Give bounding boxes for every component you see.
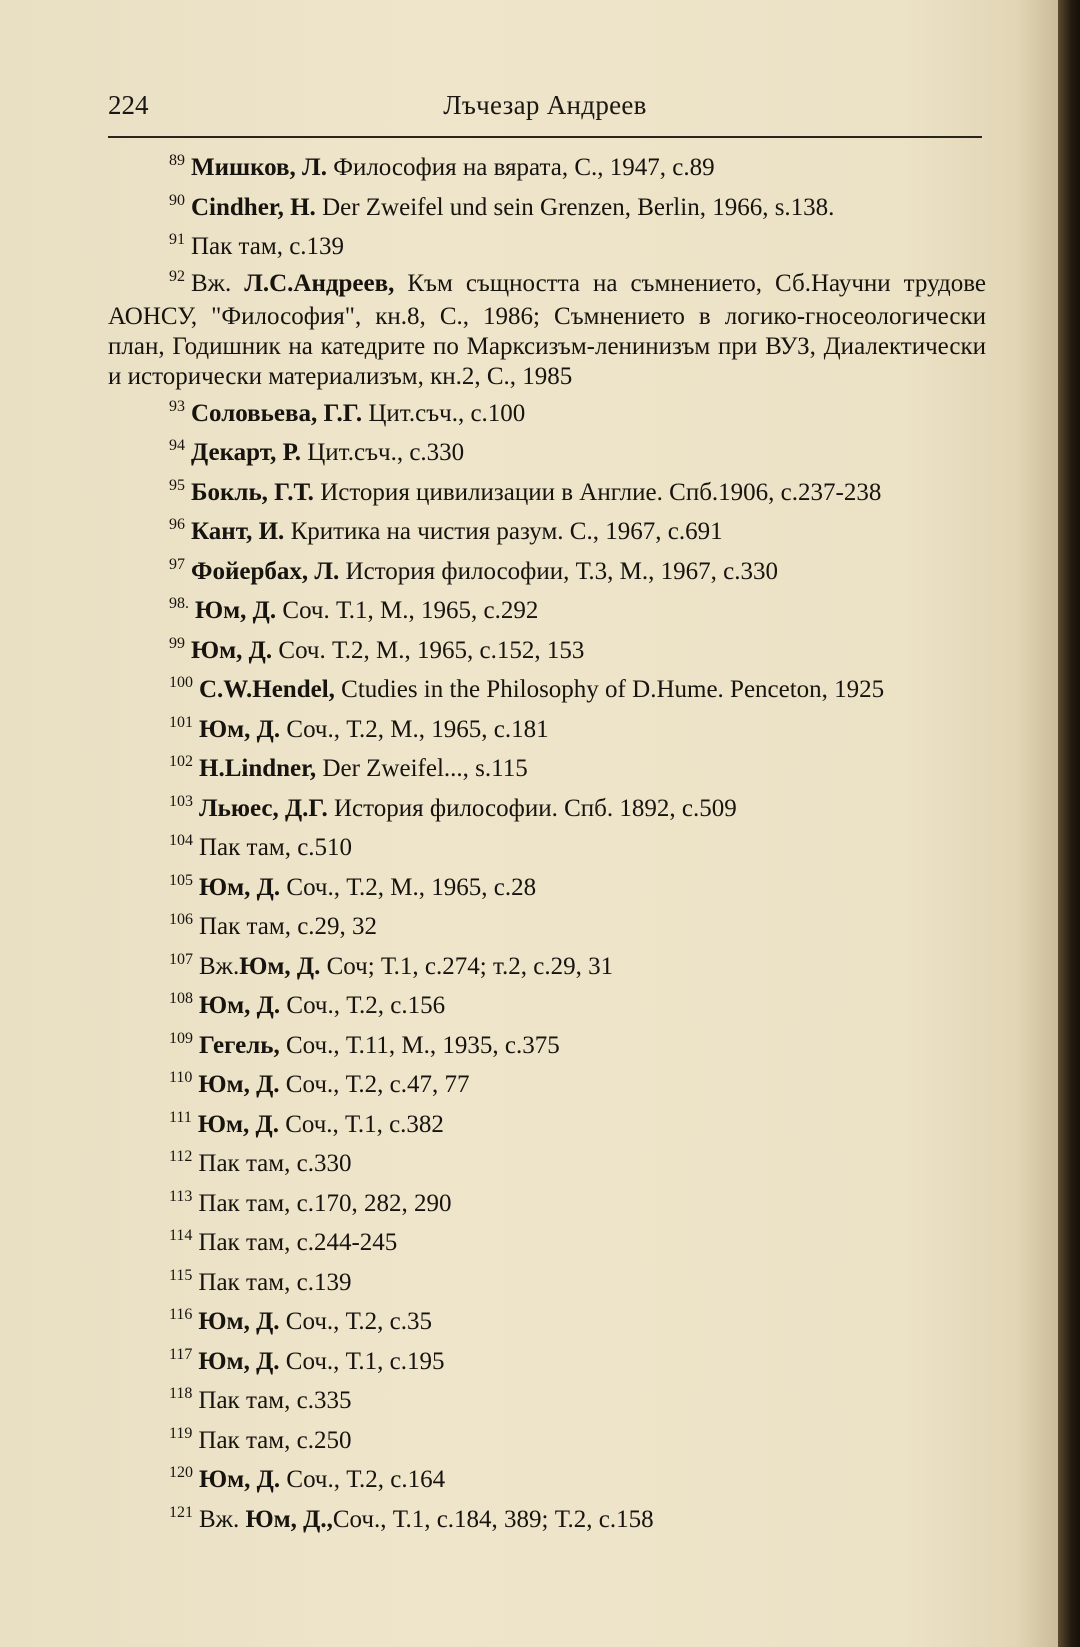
footnote-number: 116 — [169, 1306, 193, 1323]
footnote-item — [108, 475, 986, 515]
footnote-text: Пак там, с.335 — [198, 1387, 352, 1414]
footnote-number: 100 — [169, 674, 193, 691]
footnote-text: Der Zweifel und sein Grenzen, Berlin, 1966, s.138. — [315, 193, 835, 221]
footnote-number: 102 — [169, 753, 193, 770]
footnote-number: 106 — [169, 911, 193, 928]
footnote-number: 103 — [169, 792, 193, 810]
footnote-text: Цит.съч., с.100 — [362, 399, 526, 427]
footnote-author: Юм, Д., — [245, 1505, 333, 1533]
footnote-author: Юм, Д. — [197, 1110, 279, 1138]
footnote-author: Юм, Д. — [191, 636, 273, 664]
footnote-prefix: Вж. — [199, 952, 240, 980]
footnote-prefix: Вж. — [191, 269, 245, 297]
footnote-item — [108, 1067, 986, 1107]
footnote-author: Юм, Д. — [199, 1466, 281, 1493]
footnote-item — [108, 1146, 986, 1186]
footnote-text: Към същността на съмнението, Сб.Научни трудове АОНСУ, "Философия", кн.8, С., 1986; Съмнението в логико-гносеологически план, Годишник на катедрите по Марксизъм-ленинизъм при ВУЗ, Диалектически и исторически материализъм, кн.2, С., 1985 — [108, 269, 986, 390]
footnote-text: Соч., Т.1, с.195 — [279, 1347, 445, 1375]
footnote-number: 96 — [169, 516, 185, 533]
footnote-number: 93 — [169, 397, 185, 415]
footnote-author: Гегель, — [199, 1031, 280, 1059]
footnote-item — [108, 229, 986, 269]
footnote-text: Ctudies in the Philosophy of D.Hume. Penceton, 1925 — [334, 676, 885, 703]
footnote-text: История философии. Спб. 1892, с.509 — [327, 794, 737, 822]
footnote-author: Юм, Д. — [195, 597, 277, 624]
footnote-author: Фойербах, Л. — [191, 557, 340, 585]
footnote-number: 114 — [169, 1227, 193, 1244]
book-spine — [1058, 0, 1080, 1647]
footnote-text: Соч. Т.2, М., 1965, с.152, 153 — [272, 636, 585, 664]
footnote-item — [108, 830, 986, 870]
footnote-item — [108, 909, 986, 949]
footnote-item — [108, 949, 986, 989]
footnote-item — [108, 712, 986, 752]
footnote-item — [108, 396, 986, 436]
footnote-number: 119 — [169, 1424, 193, 1442]
footnote-item — [108, 1383, 986, 1423]
footnote-number: 104 — [169, 832, 193, 849]
footnote-prefix: Вж. — [199, 1505, 246, 1533]
footnote-author: Юм, Д. — [199, 715, 281, 743]
footnote-author: Соловьева, Г.Г. — [191, 399, 363, 427]
footnote-text: Соч., Т.2, с.35 — [279, 1308, 433, 1335]
footnote-item — [108, 150, 986, 190]
footnote-number: 97 — [169, 555, 185, 573]
footnote-number: 105 — [169, 871, 193, 889]
footnote-item — [108, 1462, 986, 1502]
footnote-number: 109 — [169, 1029, 193, 1047]
footnote-text: Пак там, с.29, 32 — [199, 913, 378, 940]
footnote-number: 94 — [169, 437, 185, 454]
footnote-number: 89 — [169, 152, 185, 169]
footnote-text: Пак там, с.330 — [198, 1150, 352, 1177]
footnote-text: Соч., Т.11, М., 1935, с.375 — [279, 1031, 560, 1059]
footnote-number: 111 — [169, 1108, 192, 1126]
footnote-number: 101 — [169, 713, 193, 731]
header-rule — [108, 136, 982, 138]
footnote-number: 113 — [169, 1187, 193, 1205]
footnote-item — [108, 1028, 986, 1068]
footnote-number: 121 — [169, 1503, 193, 1521]
footnote-author: Декарт, Р. — [191, 439, 301, 466]
footnote-item — [108, 751, 986, 791]
footnote-text: Цит.съч., с.330 — [301, 439, 465, 466]
footnote-author: Юм, Д. — [199, 992, 281, 1019]
footnote-text: Соч., Т.1, с.184, 389; Т.2, с.158 — [332, 1505, 654, 1533]
footnote-author: Мишков, Л. — [191, 154, 327, 181]
footnote-item — [108, 988, 986, 1028]
footnote-text: Der Zweifel..., s.115 — [316, 755, 528, 782]
footnote-text: Пак там, с.139 — [191, 233, 345, 260]
footnote-item — [108, 1186, 986, 1226]
footnote-item — [108, 1265, 986, 1305]
footnote-text: Пак там, с.170, 282, 290 — [198, 1189, 452, 1217]
footnote-author: Кант, И. — [191, 518, 285, 545]
footnote-text: Соч., Т.2, с.156 — [280, 992, 446, 1019]
footnote-text: История цивилизации в Англие. Спб.1906, с.237-238 — [313, 478, 882, 506]
footnote-number: 108 — [169, 990, 193, 1007]
footnote-author: C.W.Hendel, — [199, 676, 335, 703]
footnote-author: H.Lindner, — [199, 755, 317, 782]
footnote-text: История философии, Т.3, М., 1967, с.330 — [339, 557, 778, 585]
page-number: 224 — [108, 90, 149, 120]
footnote-number: 112 — [169, 1148, 193, 1165]
footnote-number: 98. — [169, 595, 189, 612]
footnote-item — [108, 1304, 986, 1344]
footnote-author: Cindher, H. — [191, 193, 316, 221]
footnote-number: 115 — [169, 1266, 193, 1284]
footnote-number: 117 — [169, 1345, 193, 1363]
footnote-item — [108, 1423, 986, 1463]
footnote-author: Л.С.Андреев, — [244, 269, 395, 297]
footnote-number: 92 — [169, 267, 185, 285]
footnote-author: Юм, Д. — [198, 1347, 280, 1375]
footnote-text: Философия на вярата, С., 1947, с.89 — [326, 154, 715, 181]
footnote-item — [108, 791, 986, 831]
footnote-author: Юм, Д. — [198, 1308, 280, 1335]
footnote-number: 91 — [169, 231, 185, 248]
footnote-item — [108, 190, 986, 230]
footnote-text: Соч., Т.2, М., 1965, с.28 — [280, 873, 537, 901]
footnote-text: Пак там, с.244-245 — [198, 1229, 398, 1256]
footnote-author: Юм, Д. — [198, 1071, 280, 1098]
footnote-item — [108, 514, 986, 554]
footnote-number: 95 — [169, 476, 185, 494]
footnote-text: Соч., Т.2, с.47, 77 — [279, 1071, 470, 1098]
footnote-item — [108, 672, 986, 712]
footnote-text: Пак там, с.510 — [199, 834, 353, 861]
footnote-item — [108, 269, 986, 392]
footnote-item — [108, 593, 986, 633]
footnote-item — [108, 1344, 986, 1384]
footnote-item — [108, 870, 986, 910]
footnote-text: Соч., Т.1, с.382 — [278, 1110, 444, 1138]
footnote-number: 90 — [169, 191, 185, 209]
footnote-number: 107 — [169, 950, 193, 968]
footnote-text: Пак там, с.250 — [198, 1426, 352, 1454]
footnote-number: 118 — [169, 1385, 193, 1402]
footnote-text: Соч., Т.2, М., 1965, с.181 — [280, 715, 549, 743]
footnotes-list — [108, 150, 986, 1541]
footnote-author: Льюес, Д.Г. — [199, 794, 328, 822]
footnote-text: Соч; Т.1, с.274; т.2, с.29, 31 — [320, 952, 614, 980]
running-head-author: Лъчезар Андреев — [443, 90, 647, 120]
footnote-text: Критика на чистия разум. С., 1967, с.691 — [284, 518, 723, 545]
footnote-number: 120 — [169, 1464, 193, 1481]
footnote-number: 110 — [169, 1069, 193, 1086]
footnote-item — [108, 1225, 986, 1265]
footnote-author: Юм, Д. — [239, 952, 321, 980]
footnote-item — [108, 435, 986, 475]
footnote-text: Соч., Т.2, с.164 — [280, 1466, 446, 1493]
footnote-item — [108, 1107, 986, 1147]
footnote-author: Бокль, Г.Т. — [191, 478, 314, 506]
footnote-item — [108, 633, 986, 673]
footnote-item — [108, 554, 986, 594]
footnote-text: Пак там, с.139 — [198, 1268, 352, 1296]
footnote-item — [108, 1502, 986, 1542]
footnote-text: Соч. Т.1, М., 1965, с.292 — [276, 597, 539, 624]
footnote-number: 99 — [169, 634, 185, 652]
footnote-author: Юм, Д. — [199, 873, 281, 901]
page-header — [108, 84, 982, 134]
